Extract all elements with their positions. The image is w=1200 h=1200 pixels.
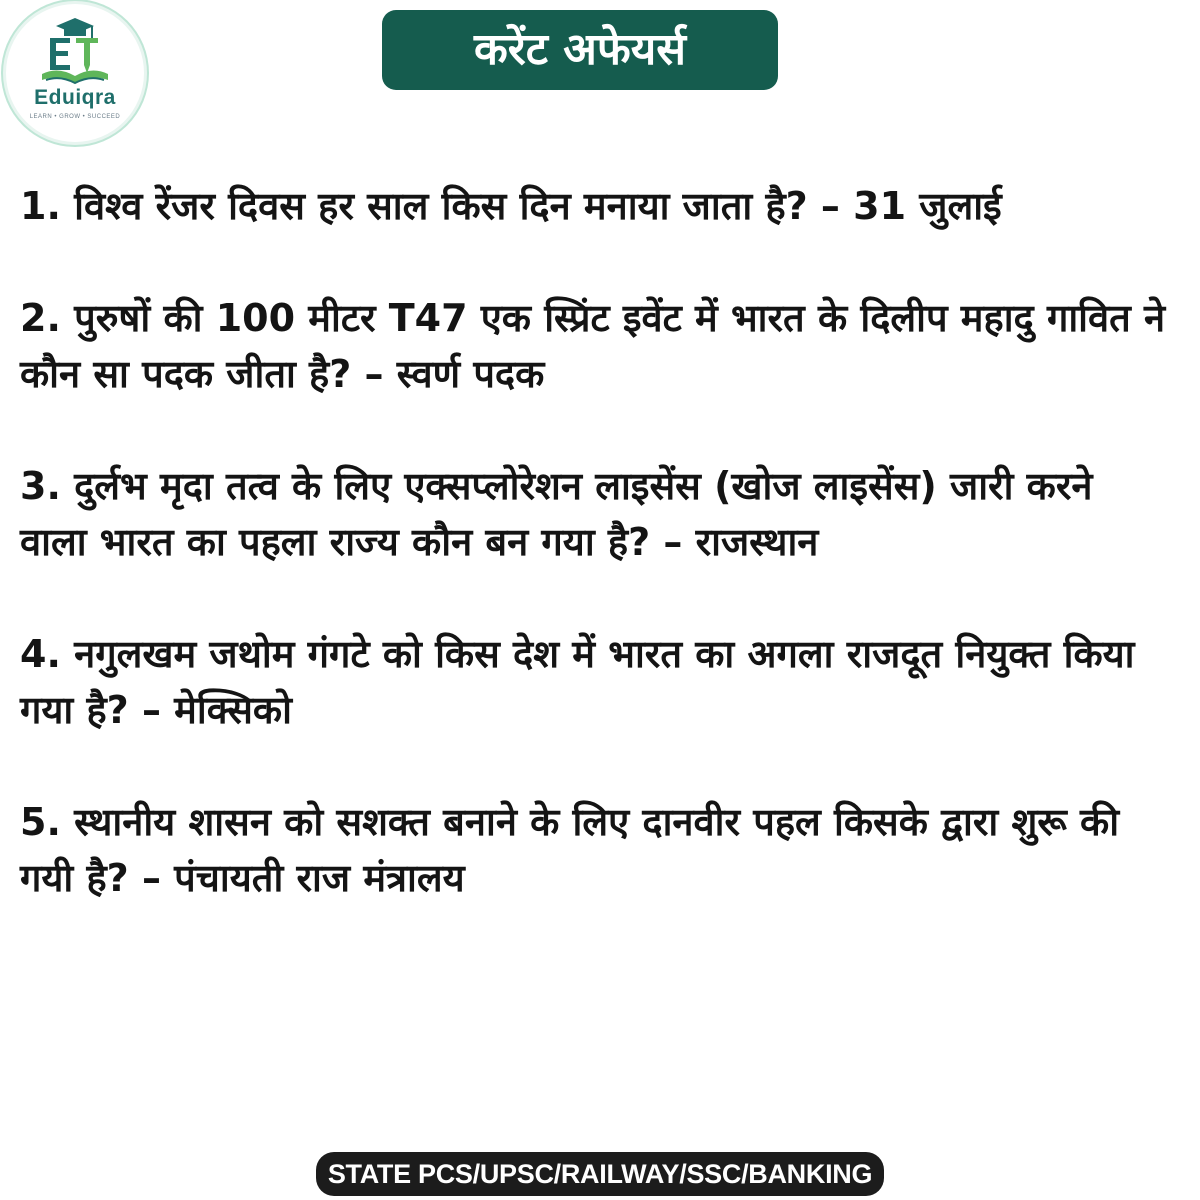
question-list [20, 178, 1170, 962]
question-item-2: 2. पुरुषों की 100 मीटर T47 एक स्प्रिंट इवेंट में भारत के दिलीप महादु गावित ने कौन सा पदक जीता है? – स्वर्ण पदक [20, 296, 1166, 396]
footer [0, 1152, 1200, 1196]
page-title: करेंट अफेयर्स [473, 24, 687, 75]
page-title-banner [382, 10, 778, 90]
question-item-1: 1. विश्व रेंजर दिवस हर साल किस दिन मनाया जाता है? – 31 जुलाई [20, 184, 1002, 228]
brand-logo [6, 4, 144, 142]
graduation-cap-book-icon [6, 4, 144, 142]
brand-tagline: LEARN • GROW • SUCCEED [29, 114, 121, 120]
exam-categories-label: STATE PCS/UPSC/RAILWAY/SSC/BANKING [316, 1152, 884, 1196]
question-item-4: 4. नगुलखम जथोम गंगटे को किस देश में भारत का अगला राजदूत नियुक्त किया गया है? – मेक्सिको [20, 632, 1135, 732]
brand-name: Eduiqra [34, 86, 116, 109]
question-item-5: 5. स्थानीय शासन को सशक्त बनाने के लिए दानवीर पहल किसके द्वारा शुरू की गयी है? – पंचायती राज मंत्रालय [20, 800, 1120, 900]
question-item-3: 3. दुर्लभ मृदा तत्व के लिए एक्सप्लोरेशन लाइसेंस (खोज लाइसेंस) जारी करने वाला भारत का पहला राज्य कौन बन गया है? – राजस्थान [20, 464, 1093, 564]
